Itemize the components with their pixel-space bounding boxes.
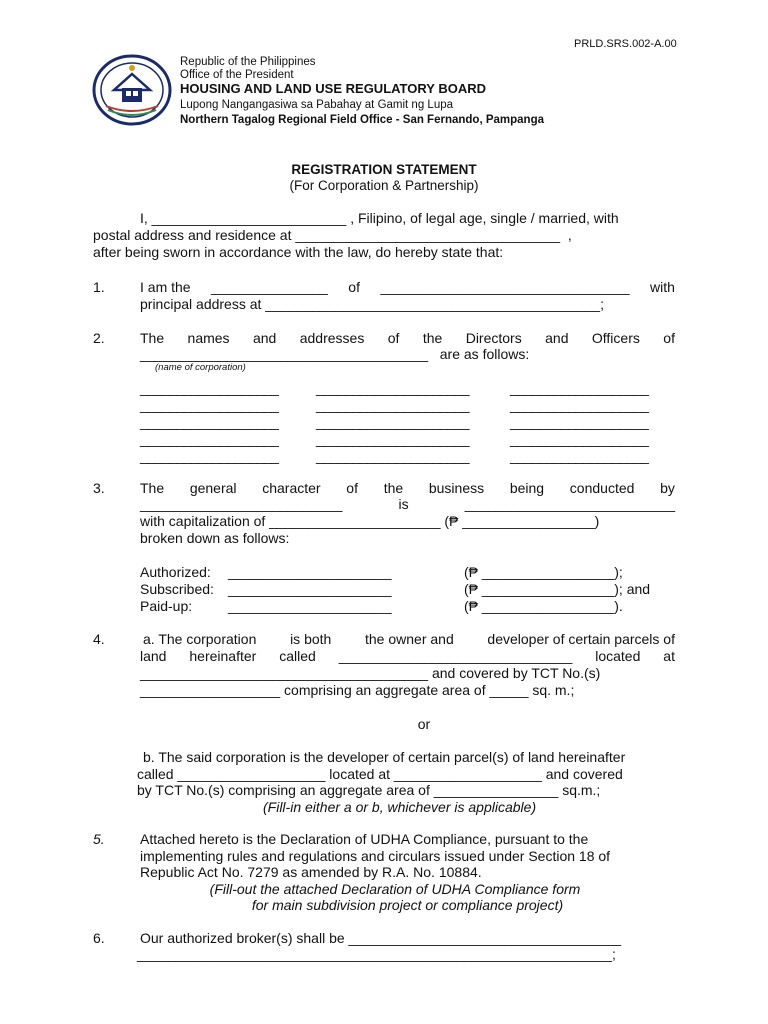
page-subtitle: (For Corporation & Partnership): [289, 178, 479, 193]
directors-cell[interactable]: ___________________: [140, 414, 279, 430]
item-6-line-1[interactable]: Our authorized broker(s) shall be ___________________________________: [140, 930, 622, 946]
intro-line-3: after being sworn in accordance with the law, do hereby state that:: [93, 244, 504, 260]
corporation-name-note: (name of corporation): [155, 362, 246, 373]
item-5-line-3: Republic Act No. 7279 as amended by R.A. No. 10884.: [140, 864, 482, 880]
directors-cell[interactable]: ___________________: [510, 431, 649, 447]
item-3-line-1: The general character of the business being conducted by: [140, 480, 675, 496]
document-code: PRLD.SRS.002-A.00: [574, 38, 677, 50]
page-title: REGISTRATION STATEMENT: [291, 162, 477, 177]
item-4b-line-1: b. The said corporation is the developer of certain parcel(s) of land hereinafter: [143, 749, 626, 765]
item-4a-line-4: __________________ comprising an aggregate area of _____ sq. m.;: [140, 682, 575, 698]
directors-cell[interactable]: ___________________: [510, 380, 649, 396]
item-4b-line-3: by TCT No.(s) comprising an aggregate area of ________________ sq.m.;: [137, 782, 601, 798]
hlurb-seal-logo: [92, 54, 172, 126]
item-6-number: 6.: [93, 930, 105, 946]
item-5-number: 5.: [93, 831, 105, 847]
paidup-label: Paid-up:: [140, 598, 193, 614]
subscribed-label: Subscribed:: [140, 581, 214, 597]
item-2-line-1: The names and addresses of the Directors and Officers of: [140, 330, 675, 346]
item-4-or: or: [417, 716, 431, 732]
item-4-fill-in-note: (Fill-in either a or b, whichever is applicable): [263, 799, 537, 815]
directors-cell[interactable]: _____________________: [316, 380, 470, 396]
intro-line-1: I, _________________________ , Filipino, of legal age, single / married, with: [140, 210, 619, 226]
corporation-name-blank[interactable]: _____________________________________: [140, 346, 429, 362]
directors-cell[interactable]: _____________________: [316, 431, 470, 447]
header-republic: Republic of the Philippines: [180, 56, 316, 68]
position-blank[interactable]: _______________: [211, 279, 328, 295]
paidup-peso[interactable]: (₱ _________________).: [464, 598, 623, 614]
directors-cell[interactable]: ___________________: [140, 431, 279, 447]
item-4-number: 4.: [93, 631, 105, 647]
intro-line-2: postal address and residence at __________________________________ ,: [93, 227, 572, 243]
item-4a-line-3: _____________________________________ and covered by TCT No.(s): [140, 665, 601, 681]
address-blank[interactable]: __________________________________: [295, 227, 561, 243]
land-name-blank[interactable]: ______________________________: [338, 648, 573, 664]
directors-cell[interactable]: ___________________: [510, 448, 649, 464]
item-6-line-2[interactable]: _____________________________________________________________;: [137, 946, 616, 962]
header-agency-tagalog: Lupong Nangangasiwa sa Pabahay at Gamit ng Lupa: [180, 99, 454, 111]
paidup-blank[interactable]: _____________________: [228, 598, 392, 614]
directors-cell[interactable]: _____________________: [316, 397, 470, 413]
item-1-number: 1.: [93, 279, 105, 295]
directors-cell[interactable]: ___________________: [140, 448, 279, 464]
item-4a-line-2: land hereinafter called ______________________________ located at: [140, 648, 675, 664]
company-blank[interactable]: ________________________________: [380, 279, 630, 295]
item-5-note-2: for main subdivision project or compliance project): [251, 897, 564, 913]
directors-cell[interactable]: ___________________: [510, 414, 649, 430]
item-3-breakdown-label: broken down as follows:: [140, 530, 290, 546]
authorized-blank[interactable]: _____________________: [228, 564, 392, 580]
directors-cell[interactable]: ___________________: [510, 397, 649, 413]
authorized-label: Authorized:: [140, 564, 211, 580]
directors-cell[interactable]: _____________________: [316, 414, 470, 430]
item-3-capitalization: with capitalization of ______________________ (₱ _________________): [140, 513, 600, 529]
subscribed-blank[interactable]: _____________________: [228, 581, 392, 597]
item-5-line-2: implementing rules and regulations and circulars issued under Section 18 of: [140, 848, 611, 864]
character-blank[interactable]: ___________________________: [464, 496, 675, 512]
item-1-line-2: principal address at ___________________________________________;: [140, 296, 604, 312]
authorized-peso[interactable]: (₱ _________________);: [464, 564, 623, 580]
item-5-line-1: Attached hereto is the Declaration of UDHA Compliance, pursuant to the: [140, 831, 589, 847]
subscribed-peso[interactable]: (₱ _________________); and: [464, 581, 651, 597]
header-regional-office: Northern Tagalog Regional Field Office - San Fernando, Pampanga: [180, 114, 544, 126]
item-3-line-2: __________________________ is ___________________________: [140, 496, 675, 512]
header-agency: HOUSING AND LAND USE REGULATORY BOARD: [180, 81, 486, 96]
item-2-number: 2.: [93, 330, 105, 346]
directors-cell[interactable]: ___________________: [140, 397, 279, 413]
directors-cell[interactable]: _____________________: [316, 448, 470, 464]
business-blank[interactable]: __________________________: [140, 496, 343, 512]
item-3-number: 3.: [93, 480, 105, 496]
item-2-line-2: _____________________________________ are as follows:: [140, 346, 530, 362]
name-blank[interactable]: _________________________: [151, 210, 347, 226]
item-5-note-1: (Fill-out the attached Declaration of UDHA Compliance form: [209, 881, 581, 897]
item-4a-line-1: a. The corporation is both the owner and developer of certain parcels of: [143, 631, 675, 647]
item-1-line-1: I am the _______________ of ________________________________ with: [140, 279, 675, 295]
item-4b-line-2: called ___________________ located at ___________________ and covered: [137, 766, 623, 782]
header-office: Office of the President: [180, 69, 294, 81]
directors-cell[interactable]: ___________________: [140, 380, 279, 396]
